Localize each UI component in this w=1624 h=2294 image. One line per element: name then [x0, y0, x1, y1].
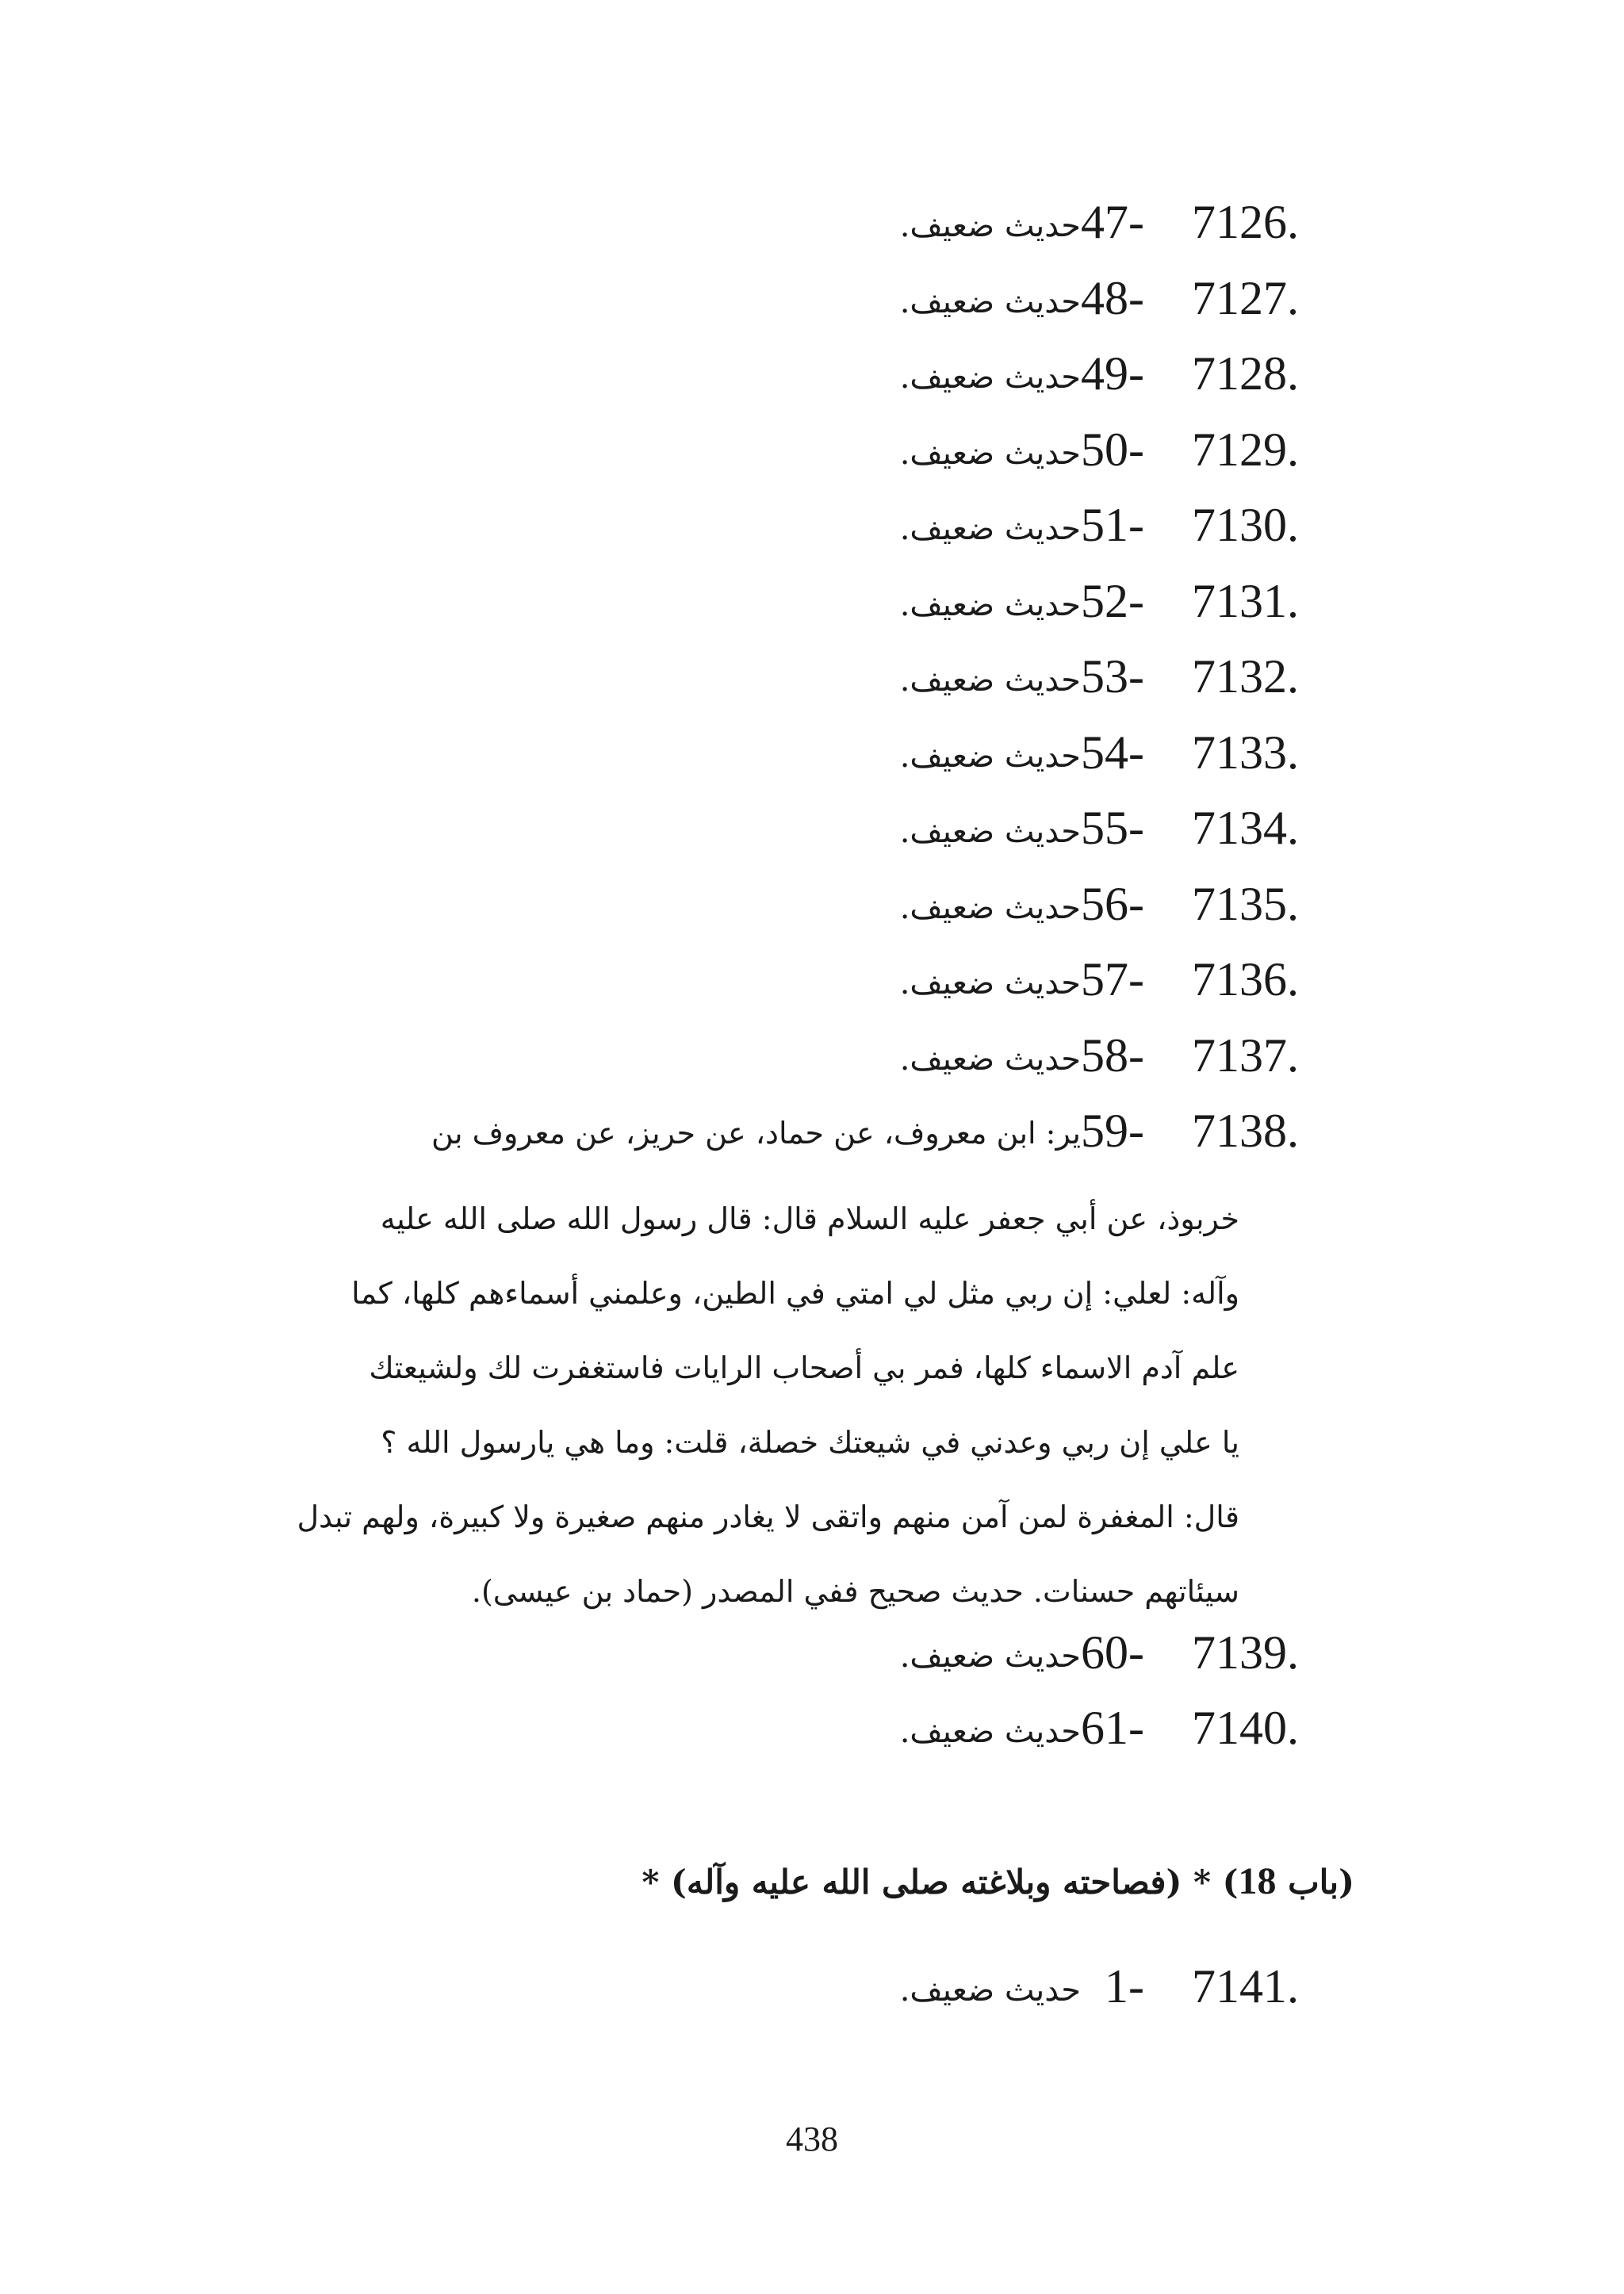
sub-number: 1-: [1105, 1960, 1144, 2013]
list-item: [276, 423, 1299, 502]
list-item: [276, 574, 1299, 653]
hadith-grade: حديث ضعيف.: [899, 1040, 1081, 1078]
list-item: [276, 650, 1299, 729]
sub-number: 57-: [1081, 953, 1144, 1005]
sub-number: 47-: [1081, 196, 1144, 248]
list-item: [276, 198, 1299, 274]
list-item: [276, 953, 1299, 1032]
chapter-prefix: (باب: [1288, 1863, 1354, 1901]
hadith-grade: حديث ضعيف.: [899, 586, 1081, 623]
main-number: 7135.: [1192, 877, 1299, 930]
chapter-heading: [642, 1859, 1354, 1903]
hadith-line: يا علي إن ربي وعدني في شيعتك خصلة، قلت: وما هي يارسول الله ؟: [381, 1424, 1239, 1460]
list-item: [276, 804, 1299, 880]
hadith-grade: حديث ضعيف.: [899, 1972, 1081, 2009]
main-number: 7132.: [1192, 650, 1299, 703]
hadith-grade: حديث ضعيف.: [899, 283, 1081, 320]
list-item: [276, 1028, 1299, 1108]
list-item: [276, 1704, 1299, 1780]
hadith-line: علم آدم الاسماء كلها، فمر بي أصحاب الرايات فاستغفرت لك ولشيعتك: [369, 1350, 1239, 1385]
hadith-grade: حديث ضعيف.: [899, 662, 1081, 699]
main-number: 7127.: [1192, 271, 1299, 324]
hadith-list: [276, 198, 1299, 1780]
hadith-grade: حديث ضعيف.: [899, 208, 1081, 244]
main-number: 7128.: [1192, 347, 1299, 400]
main-number: 7134.: [1192, 802, 1299, 854]
hadith-grade: حديث ضعيف.: [899, 737, 1081, 775]
main-number: 7139.: [1192, 1626, 1299, 1679]
main-number: 7129.: [1192, 423, 1299, 476]
hadith-grade: حديث ضعيف.: [899, 889, 1081, 926]
chapter-number: 18: [1238, 1860, 1277, 1902]
main-number: 7140.: [1192, 1702, 1299, 1754]
hadith-line: خربوذ، عن أبي جعفر عليه السلام قال: قال رسول الله صلى الله عليه: [380, 1201, 1239, 1236]
main-number: 7141.: [1192, 1960, 1299, 2013]
chapter-entry-list: [276, 1960, 1299, 2039]
sub-number: 56-: [1081, 877, 1144, 930]
sub-number: 53-: [1081, 650, 1144, 703]
main-number: 7136.: [1192, 953, 1299, 1005]
sub-number: 60-: [1081, 1626, 1144, 1679]
sub-number: 55-: [1081, 802, 1144, 854]
main-number: 7126.: [1192, 196, 1299, 248]
hadith-line: وآله: لعلي: إن ربي مثل لي امتي في الطين، وعلمني أسماءهم كلها، كما: [351, 1275, 1239, 1311]
sub-number: 51-: [1081, 499, 1144, 551]
list-item: [276, 347, 1299, 426]
hadith-grade: حديث ضعيف.: [899, 435, 1081, 472]
hadith-grade: حديث ضعيف.: [899, 965, 1081, 1001]
sub-number: 58-: [1081, 1028, 1144, 1082]
main-number: 7138.: [1192, 1105, 1299, 1157]
hadith-grade: حديث ضعيف.: [899, 511, 1081, 547]
sub-number: 59-: [1081, 1105, 1144, 1157]
isnad-line: ير: ابن معروف، عن حماد، عن حريز، عن معروف بن: [431, 1116, 1081, 1151]
list-item: [276, 271, 1299, 350]
main-number: 7137.: [1192, 1028, 1299, 1082]
sub-number: 48-: [1081, 271, 1144, 324]
sub-number: 50-: [1081, 423, 1144, 476]
list-item: [276, 1626, 1299, 1705]
hadith-line: قال: المغفرة لمن آمن منهم واتقى لا يغادر منهم صغيرة ولا كبيرة، ولهم تبدل: [297, 1499, 1239, 1534]
list-item: [276, 726, 1299, 805]
hadith-grade: حديث ضعيف.: [899, 1714, 1081, 1750]
main-number: 7131.: [1192, 574, 1299, 627]
list-item: [276, 501, 1299, 577]
main-number: 7130.: [1192, 499, 1299, 551]
long-entry-header: [276, 1107, 1299, 1183]
hadith-text: [272, 1181, 1239, 1629]
sub-number: 52-: [1081, 574, 1144, 627]
hadith-line: سيئاتهم حسنات. حديث صحيح ففي المصدر (حماد بن عيسى).: [471, 1573, 1239, 1609]
hadith-grade: حديث ضعيف.: [899, 1637, 1081, 1675]
sub-number: 54-: [1081, 726, 1144, 779]
sub-number: 61-: [1081, 1702, 1144, 1754]
list-item: [276, 877, 1299, 956]
sub-number: 49-: [1081, 347, 1144, 400]
list-item: [276, 1960, 1299, 2039]
chapter-title: ) * (فصاحته وبلاغته صلى الله عليه وآله) *: [642, 1863, 1239, 1901]
hadith-grade: حديث ضعيف.: [899, 359, 1081, 396]
main-number: 7133.: [1192, 726, 1299, 779]
hadith-grade: حديث ضعيف.: [899, 814, 1081, 850]
page-number: 438: [786, 2120, 838, 2158]
